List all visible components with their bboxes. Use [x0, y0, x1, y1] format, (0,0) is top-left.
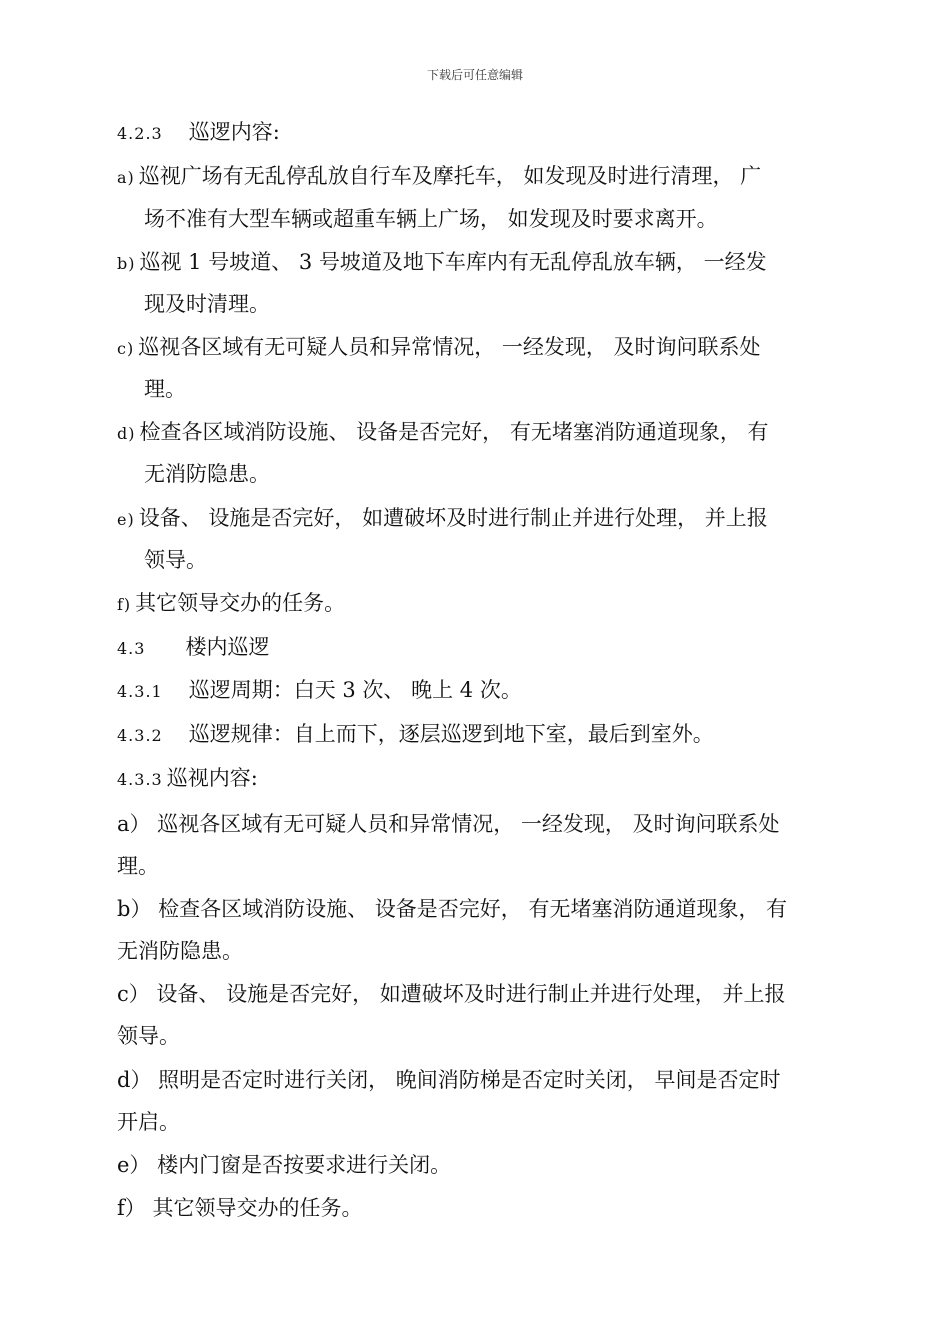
list-text: 设备、 设施是否完好， 如遭破坏及时进行制止并进行处理， 并上报	[138, 506, 768, 530]
list-item-b	[117, 248, 767, 278]
section-title: 楼内巡逻	[185, 635, 270, 659]
list-item-f	[117, 589, 345, 619]
section-number: 4.3.2	[117, 726, 163, 745]
section-text: 巡逻周期：白天 3 次、 晚上 4 次。	[188, 678, 522, 702]
heading-4-3-3	[117, 764, 258, 794]
section-number: 4.2.3	[117, 124, 163, 143]
list-item-a-continued: 场不准有大型车辆或超重车辆上广场， 如发现及时要求离开。	[144, 207, 718, 231]
list-item-d-continued: 无消防隐患。	[144, 462, 270, 486]
list-text: 其它领导交办的任务。	[135, 591, 346, 615]
list-item-a	[117, 162, 761, 192]
list-text: 检查各区域消防设施、 设备是否完好， 有无堵塞消防通道现象， 有	[139, 420, 769, 444]
list-item-b: b） 检查各区域消防设施、 设备是否完好， 有无堵塞消防通道现象， 有	[117, 897, 788, 921]
list-item-b-continued: 现及时清理。	[144, 292, 270, 316]
list-item-c: c） 设备、 设施是否完好， 如遭破坏及时进行制止并进行处理， 并上报	[117, 982, 786, 1006]
list-marker: f)	[117, 595, 132, 614]
heading-4-3-2	[117, 720, 714, 750]
list-item-a-continued: 理。	[117, 854, 159, 878]
list-item-f: f） 其它领导交办的任务。	[117, 1196, 363, 1220]
list-item-d-continued: 开启。	[117, 1110, 180, 1134]
list-item-d	[117, 418, 769, 448]
section-text: 巡逻规律：自上而下，逐层巡逻到地下室，最后到室外。	[188, 722, 714, 746]
list-item-e-continued: 领导。	[144, 548, 207, 572]
list-marker: c)	[117, 339, 135, 358]
section-number: 4.3.3	[117, 770, 163, 789]
list-item-e: e） 楼内门窗是否按要求进行关闭。	[117, 1153, 452, 1177]
list-item-a: a） 巡视各区域有无可疑人员和异常情况， 一经发现， 及时询问联系处	[117, 812, 780, 836]
list-item-b-continued: 无消防隐患。	[117, 939, 243, 963]
heading-4-3	[117, 633, 269, 663]
list-text: 巡视各区域有无可疑人员和异常情况， 一经发现， 及时询问联系处	[138, 335, 761, 359]
list-item-e	[117, 504, 768, 534]
list-text: 巡视 1 号坡道、 3 号坡道及地下车库内有无乱停乱放车辆， 一经发	[139, 250, 767, 274]
list-text: 巡视广场有无乱停乱放自行车及摩托车， 如发现及时进行清理， 广	[138, 164, 762, 188]
list-marker: a)	[117, 168, 135, 187]
list-marker: b)	[117, 254, 136, 273]
section-number: 4.3	[117, 639, 146, 658]
list-item-c-continued: 理。	[144, 377, 186, 401]
page-header: 下载后可任意编辑	[426, 68, 523, 82]
list-item-c-continued: 领导。	[117, 1024, 180, 1048]
section-number: 4.3.1	[117, 682, 163, 701]
section-title: 巡视内容:	[166, 766, 258, 790]
section-title: 巡逻内容:	[188, 120, 280, 144]
heading-4-3-1	[117, 676, 522, 706]
list-marker: d)	[117, 424, 136, 443]
list-marker: e)	[117, 510, 135, 529]
list-item-c	[117, 333, 761, 363]
heading-4-2-3	[117, 118, 280, 148]
list-item-d: d） 照明是否定时进行关闭， 晚间消防梯是否定时关闭， 早间是否定时	[117, 1068, 781, 1092]
